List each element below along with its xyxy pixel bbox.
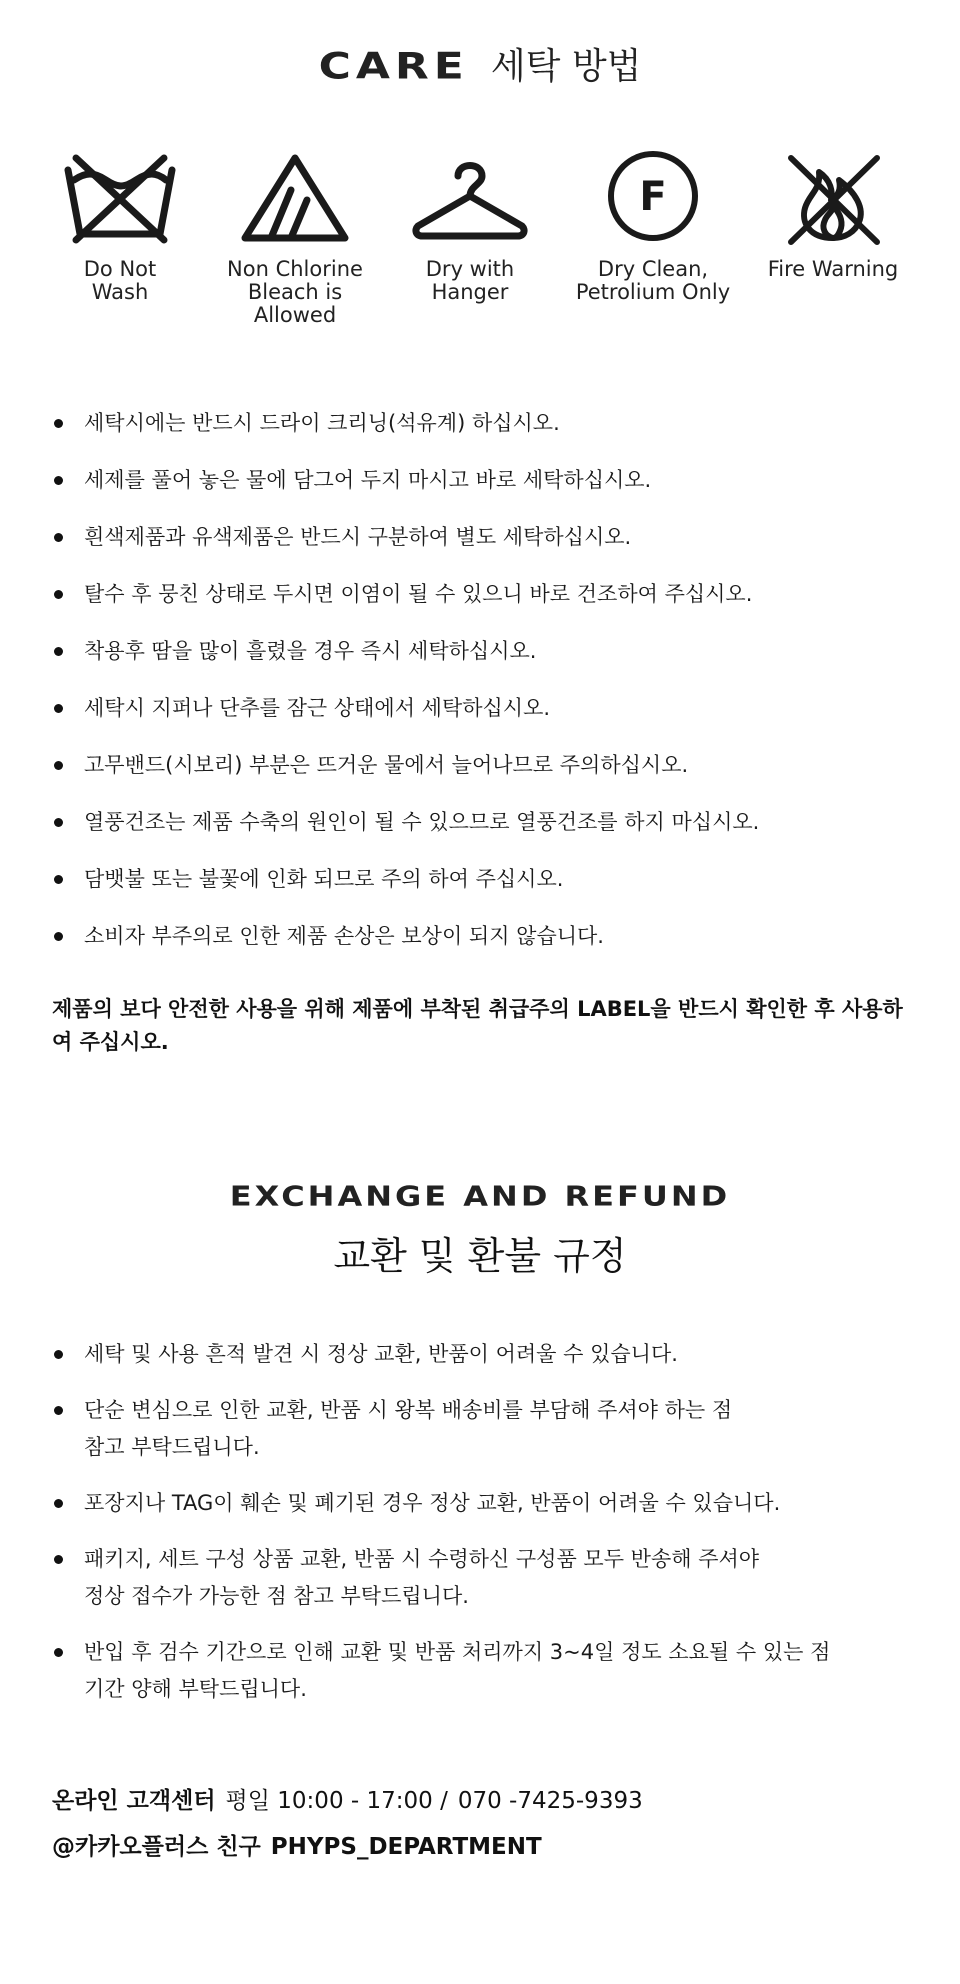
- exchange-policy-list: [52, 1336, 932, 1727]
- kakao-row: [52, 1830, 643, 1876]
- business-hours: 평일 10:00 - 17:00 /: [225, 1788, 448, 1814]
- care-item-label: Do Not Wash: [83, 257, 157, 304]
- list-item: 흰색제품과 유색제품은 반드시 구분하여 별도 세탁하십시오.: [52, 522, 932, 579]
- care-item-do-not-wash: [35, 150, 205, 304]
- exchange-title-en: [0, 1176, 960, 1216]
- hanger-icon: [410, 150, 530, 246]
- care-item-fire-warning: [748, 150, 918, 281]
- dry-clean-f-icon: [593, 150, 713, 246]
- care-item-label: Fire Warning: [767, 257, 899, 281]
- list-item: 반입 후 검수 기간으로 인해 교환 및 반품 처리까지 3~4일 정도 소요될 수 있는 점 기간 양해 부탁드립니다.: [52, 1634, 932, 1708]
- care-item-label: Dry Clean, Petrolium Only: [575, 257, 731, 304]
- kakao-label: @카카오플러스 친구: [52, 1834, 261, 1860]
- contact-info: [52, 1784, 643, 1876]
- list-item: 세탁 및 사용 흔적 발견 시 정상 교환, 반품이 어려울 수 있습니다.: [52, 1336, 932, 1373]
- care-title-en: CARE: [318, 45, 469, 87]
- non-chlorine-bleach-icon: [235, 150, 355, 246]
- fire-warning-icon: [773, 150, 893, 246]
- list-item: 열풍건조는 제품 수축의 원인이 될 수 있으므로 열풍건조를 하지 마십시오.: [52, 807, 932, 864]
- care-item-dry-clean: [568, 150, 738, 304]
- list-item: 세탁시에는 반드시 드라이 크리닝(석유계) 하십시오.: [52, 408, 932, 465]
- care-title-ko: 세탁 방법: [490, 45, 642, 87]
- kakao-id[interactable]: PHYPS_DEPARTMENT: [270, 1834, 542, 1860]
- exchange-title-ko: 교환 및 환불 규정: [333, 1234, 627, 1278]
- care-item-label: Dry with Hanger: [425, 257, 515, 304]
- list-item: 세제를 풀어 놓은 물에 담그어 두지 마시고 바로 세탁하십시오.: [52, 465, 932, 522]
- do-not-wash-icon: [60, 150, 180, 246]
- care-notice: 제품의 보다 안전한 사용을 위해 제품에 부착된 취급주의 LABEL을 반드시 확인한 후 사용하여 주십시오.: [52, 997, 903, 1054]
- care-title: [0, 38, 960, 94]
- care-item-label: Non Chlorine Bleach is Allowed: [227, 257, 363, 327]
- list-item: 포장지나 TAG이 훼손 및 폐기된 경우 정상 교환, 반품이 어려울 수 있습니다.: [52, 1485, 932, 1522]
- phone-number[interactable]: 070 -7425-9393: [457, 1788, 643, 1814]
- list-item: 패키지, 세트 구성 상품 교환, 반품 시 수령하신 구성품 모두 반송해 주셔야 정상 접수가 가능한 점 참고 부탁드립니다.: [52, 1541, 932, 1615]
- list-item: 착용후 땀을 많이 흘렸을 경우 즉시 세탁하십시오.: [52, 636, 932, 693]
- list-item: 고무밴드(시보리) 부분은 뜨거운 물에서 늘어나므로 주의하십시오.: [52, 750, 932, 807]
- list-item: 세탁시 지퍼나 단추를 잠근 상태에서 세탁하십시오.: [52, 693, 932, 750]
- care-instructions-list: [52, 408, 932, 978]
- list-item: 탈수 후 뭉친 상태로 두시면 이염이 될 수 있으니 바로 건조하여 주십시오.: [52, 579, 932, 636]
- care-item-hanger: [385, 150, 555, 304]
- exchange-title-en-text: EXCHANGE AND REFUND: [229, 1179, 731, 1213]
- customer-center-row: [52, 1784, 643, 1830]
- list-item: 담뱃불 또는 불꽃에 인화 되므로 주의 하여 주십시오.: [52, 864, 932, 921]
- list-item: 소비자 부주의로 인한 제품 손상은 보상이 되지 않습니다.: [52, 921, 932, 978]
- care-icons-row: [0, 150, 960, 350]
- svg-text:F: F: [639, 174, 667, 220]
- care-item-non-chlorine-bleach: [210, 150, 380, 327]
- list-item: 단순 변심으로 인한 교환, 반품 시 왕복 배송비를 부담해 주셔야 하는 점 참고 부탁드립니다.: [52, 1392, 932, 1466]
- customer-center-label: 온라인 고객센터: [52, 1788, 216, 1814]
